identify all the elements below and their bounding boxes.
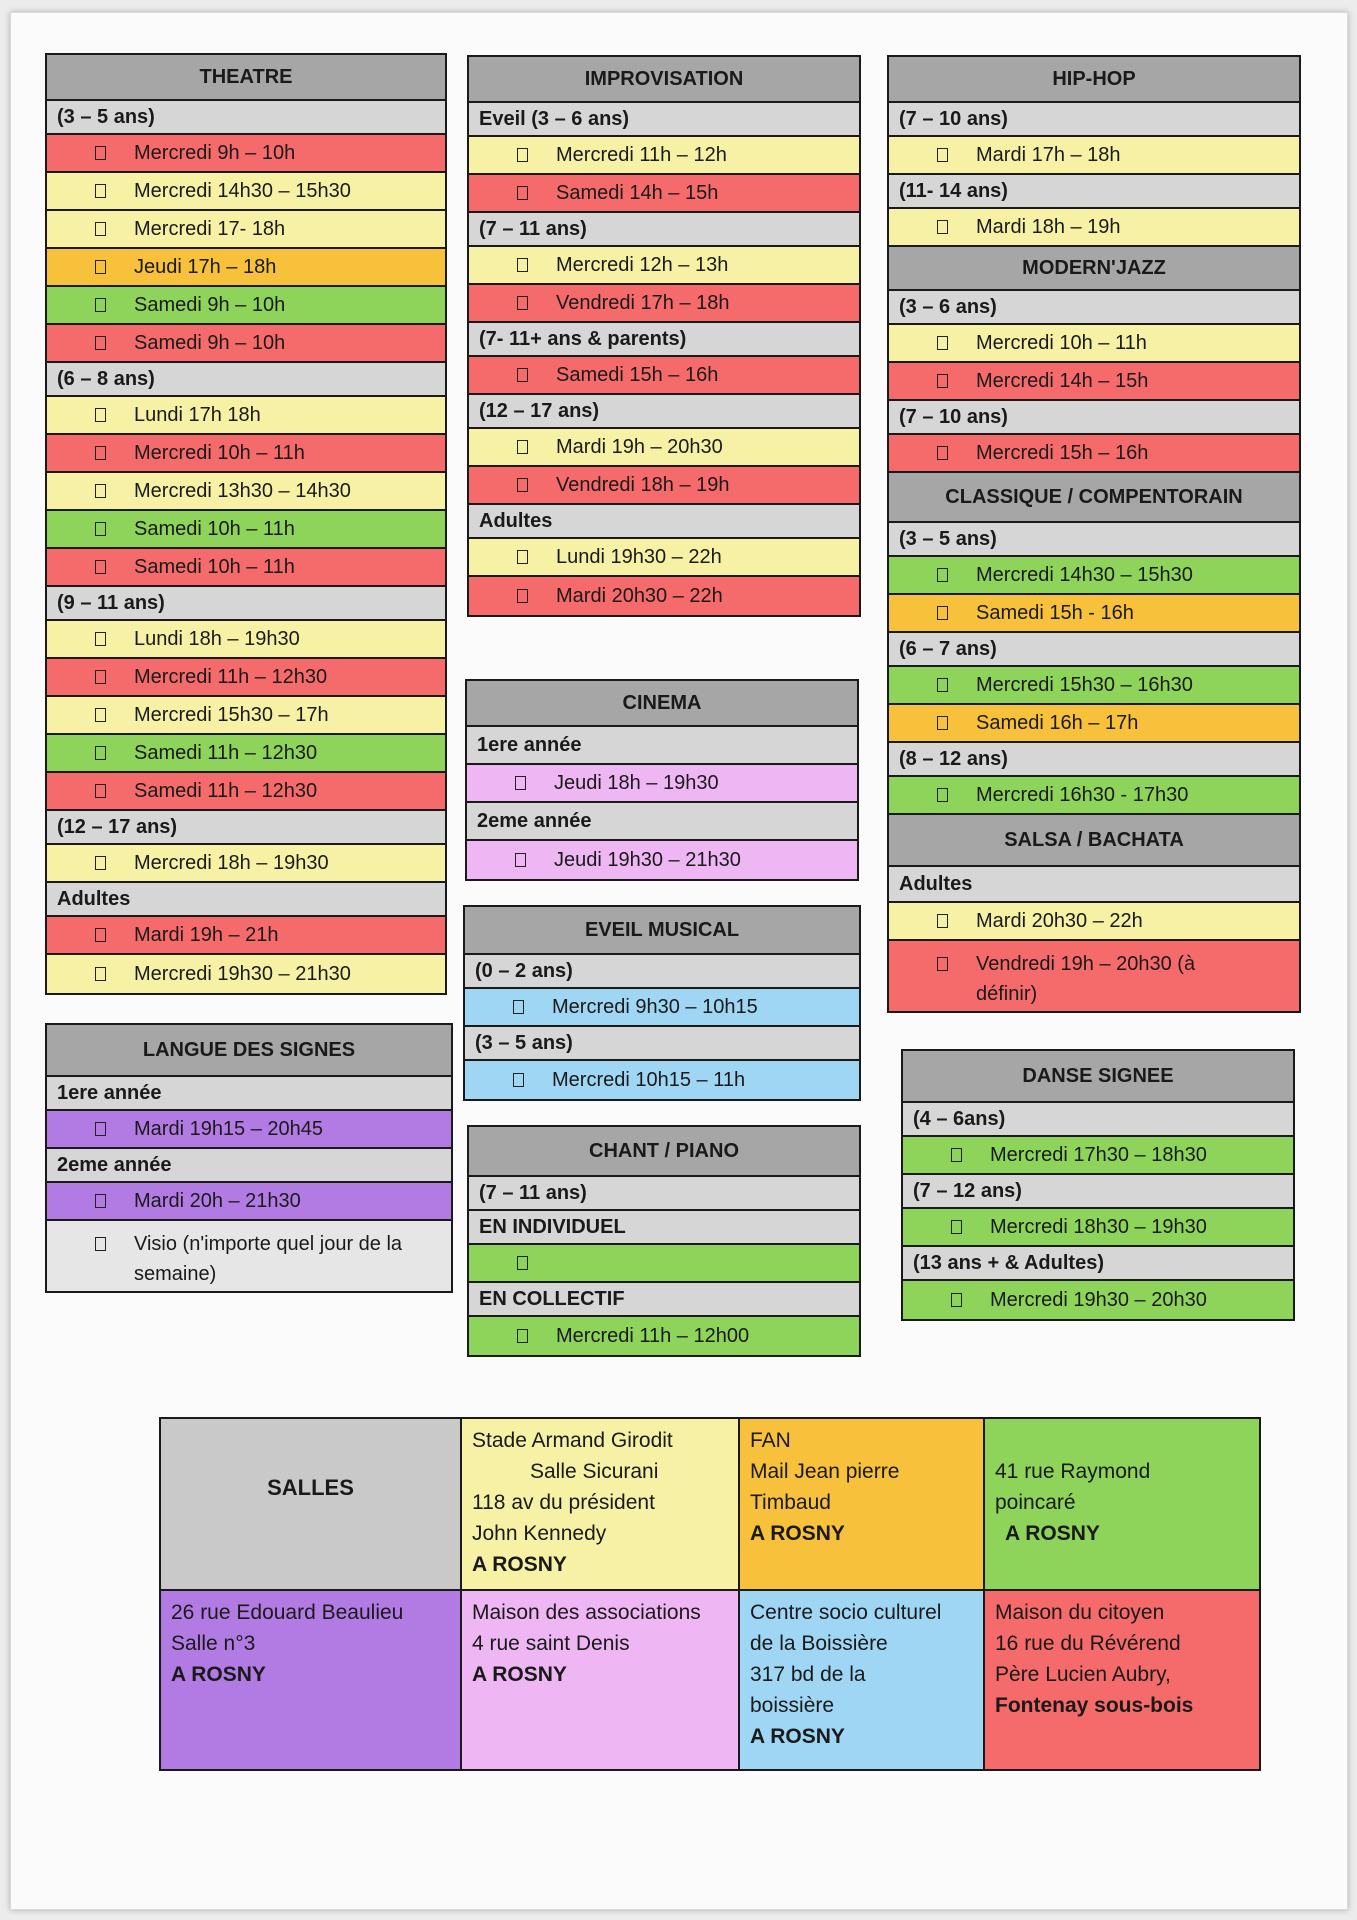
checkbox-icon <box>95 856 106 870</box>
time-slot: Lundi 18h – 19h30 <box>47 621 445 659</box>
time-slot: Samedi 10h – 11h <box>47 549 445 587</box>
time-slot: Mercredi 18h30 – 19h30 <box>903 1209 1293 1247</box>
time-slot: Mercredi 12h – 13h <box>469 247 859 285</box>
time-slot: Mercredi 10h – 11h <box>889 325 1299 363</box>
age-group: (7 – 12 ans) <box>903 1175 1293 1209</box>
age-group: EN COLLECTIF <box>469 1283 859 1317</box>
age-group: (7 – 10 ans) <box>889 103 1299 137</box>
age-group: (4 – 6ans) <box>903 1103 1293 1137</box>
checkbox-icon <box>517 478 528 492</box>
time-slot: Mercredi 17- 18h <box>47 211 445 249</box>
salle-yellow: Stade Armand Girodit Salle Sicurani 118 av du président John Kennedy A ROSNY <box>462 1419 740 1591</box>
salle-blue: Centre socio culturel de la Boissière 317 bd de la boissière A ROSNY <box>740 1591 985 1769</box>
time-slot: Vendredi 17h – 18h <box>469 285 859 323</box>
age-group: (12 – 17 ans) <box>469 395 859 429</box>
checkbox-icon <box>937 678 948 692</box>
section-title-modern-jazz: MODERN'JAZZ <box>889 247 1299 291</box>
time-slot: Samedi 15h - 16h <box>889 595 1299 633</box>
section-title: EVEIL MUSICAL <box>465 907 859 955</box>
checkbox-icon <box>937 788 948 802</box>
salles-title: SALLES <box>161 1419 462 1591</box>
time-slot: Mercredi 14h – 15h <box>889 363 1299 401</box>
age-group: (3 – 5 ans) <box>889 523 1299 557</box>
checkbox-icon <box>515 776 526 790</box>
section-langue-des-signes <box>45 1023 453 1293</box>
section-title: LANGUE DES SIGNES <box>47 1025 451 1077</box>
time-slot: Mardi 20h30 – 22h <box>469 577 859 615</box>
salle-pink: Maison des associations 4 rue saint Denis A ROSNY <box>462 1591 740 1769</box>
age-group: 2eme année <box>467 803 857 841</box>
time-slot: Mercredi 13h30 – 14h30 <box>47 473 445 511</box>
time-slot: Lundi 19h30 – 22h <box>469 539 859 577</box>
time-slot: Mercredi 11h – 12h00 <box>469 1317 859 1355</box>
section-theatre <box>45 53 447 995</box>
time-slot: Mercredi 11h – 12h30 <box>47 659 445 697</box>
time-slot: Samedi 15h – 16h <box>469 357 859 395</box>
checkbox-icon <box>517 296 528 310</box>
checkbox-icon <box>95 184 106 198</box>
age-group: (6 – 7 ans) <box>889 633 1299 667</box>
section-title: IMPROVISATION <box>469 57 859 103</box>
checkbox-icon <box>95 408 106 422</box>
time-slot: Mercredi 17h30 – 18h30 <box>903 1137 1293 1175</box>
age-group: Adultes <box>469 505 859 539</box>
age-group: (7- 11+ ans & parents) <box>469 323 859 357</box>
checkbox-icon <box>517 1329 528 1343</box>
time-slot: Samedi 16h – 17h <box>889 705 1299 743</box>
checkbox-icon <box>517 550 528 564</box>
age-group: (3 – 5 ans) <box>465 1027 859 1061</box>
time-slot: Vendredi 19h – 20h30 (à définir) <box>889 941 1299 1011</box>
checkbox-icon <box>937 148 948 162</box>
age-group: (8 – 12 ans) <box>889 743 1299 777</box>
salle-orange: FAN Mail Jean pierre Timbaud A ROSNY <box>740 1419 985 1591</box>
age-group: (12 – 17 ans) <box>47 811 445 845</box>
section-title: THEATRE <box>47 55 445 101</box>
checkbox-icon <box>95 146 106 160</box>
section-title: CINEMA <box>467 681 857 727</box>
time-slot: Mercredi 10h – 11h <box>47 435 445 473</box>
time-slot: Mercredi 15h30 – 17h <box>47 697 445 735</box>
checkbox-icon <box>951 1293 962 1307</box>
time-slot: Samedi 9h – 10h <box>47 287 445 325</box>
time-slot: Mercredi 11h – 12h <box>469 137 859 175</box>
section-title: HIP-HOP <box>889 57 1299 103</box>
time-slot: Mercredi 10h15 – 11h <box>465 1061 859 1099</box>
checkbox-icon <box>937 716 948 730</box>
time-slot: Mercredi 19h30 – 20h30 <box>903 1281 1293 1319</box>
time-slot: Mardi 19h – 20h30 <box>469 429 859 467</box>
checkbox-icon <box>937 336 948 350</box>
checkbox-icon <box>951 1148 962 1162</box>
time-slot: Mardi 20h30 – 22h <box>889 903 1299 941</box>
time-slot: Mardi 19h15 – 20h45 <box>47 1111 451 1149</box>
age-group: Adultes <box>889 867 1299 903</box>
age-group: (7 – 10 ans) <box>889 401 1299 435</box>
checkbox-icon <box>937 914 948 928</box>
age-group: (3 – 5 ans) <box>47 101 445 135</box>
time-slot: Mercredi 15h30 – 16h30 <box>889 667 1299 705</box>
checkbox-icon <box>517 1256 528 1270</box>
checkbox-icon <box>95 708 106 722</box>
age-group: Eveil (3 – 6 ans) <box>469 103 859 137</box>
age-group: (0 – 2 ans) <box>465 955 859 989</box>
time-slot: Samedi 10h – 11h <box>47 511 445 549</box>
checkbox-icon <box>937 957 948 971</box>
checkbox-icon <box>95 484 106 498</box>
checkbox-icon <box>95 632 106 646</box>
checkbox-icon <box>95 1237 106 1251</box>
checkbox-icon <box>515 853 526 867</box>
time-slot: Vendredi 18h – 19h <box>469 467 859 505</box>
checkbox-icon <box>95 967 106 981</box>
time-slot: Samedi 9h – 10h <box>47 325 445 363</box>
checkbox-icon <box>95 560 106 574</box>
time-slot: Mercredi 14h30 – 15h30 <box>47 173 445 211</box>
section-title-classique: CLASSIQUE / COMPENTORAIN <box>889 473 1299 523</box>
time-slot: Lundi 17h 18h <box>47 397 445 435</box>
time-slot: Mercredi 19h30 – 21h30 <box>47 955 445 993</box>
checkbox-icon <box>517 186 528 200</box>
checkbox-icon <box>517 589 528 603</box>
time-slot: Mardi 19h – 21h <box>47 917 445 955</box>
time-slot <box>469 1245 859 1283</box>
time-slot: Jeudi 17h – 18h <box>47 249 445 287</box>
age-group: (9 – 11 ans) <box>47 587 445 621</box>
checkbox-icon <box>513 1000 524 1014</box>
section-chant-piano <box>467 1125 861 1357</box>
checkbox-icon <box>517 368 528 382</box>
time-slot: Mercredi 15h – 16h <box>889 435 1299 473</box>
checkbox-icon <box>95 784 106 798</box>
checkbox-icon <box>517 440 528 454</box>
section-title-salsa: SALSA / BACHATA <box>889 815 1299 867</box>
schedule-page <box>10 12 1348 1910</box>
time-slot: Samedi 14h – 15h <box>469 175 859 213</box>
checkbox-icon <box>95 1122 106 1136</box>
age-group: (13 ans + & Adultes) <box>903 1247 1293 1281</box>
checkbox-icon <box>95 522 106 536</box>
checkbox-icon <box>937 220 948 234</box>
checkbox-icon <box>937 606 948 620</box>
checkbox-icon <box>95 446 106 460</box>
age-group: Adultes <box>47 883 445 917</box>
time-slot: Jeudi 19h30 – 21h30 <box>467 841 857 879</box>
salle-green: 41 rue Raymond poincaré A ROSNY <box>985 1419 1259 1591</box>
time-slot: Jeudi 18h – 19h30 <box>467 765 857 803</box>
checkbox-icon <box>95 670 106 684</box>
age-group: (7 – 11 ans) <box>469 1177 859 1211</box>
checkbox-icon <box>937 374 948 388</box>
time-slot: Mercredi 18h – 19h30 <box>47 845 445 883</box>
age-group: (3 – 6 ans) <box>889 291 1299 325</box>
checkbox-icon <box>517 148 528 162</box>
checkbox-icon <box>937 446 948 460</box>
checkbox-icon <box>95 222 106 236</box>
time-slot: Mercredi 16h30 - 17h30 <box>889 777 1299 815</box>
age-group: 2eme année <box>47 1149 451 1183</box>
checkbox-icon <box>517 258 528 272</box>
time-slot: Mardi 17h – 18h <box>889 137 1299 175</box>
time-slot: Mercredi 9h30 – 10h15 <box>465 989 859 1027</box>
age-group: 1ere année <box>467 727 857 765</box>
section-title: CHANT / PIANO <box>469 1127 859 1177</box>
section-title: DANSE SIGNEE <box>903 1051 1293 1103</box>
time-slot: Mardi 20h – 21h30 <box>47 1183 451 1221</box>
checkbox-icon <box>95 336 106 350</box>
section-improvisation <box>467 55 861 617</box>
age-group: EN INDIVIDUEL <box>469 1211 859 1245</box>
section-eveil-musical <box>463 905 861 1101</box>
time-slot: Samedi 11h – 12h30 <box>47 773 445 811</box>
section-hip-hop-block <box>887 55 1301 1013</box>
age-group: (6 – 8 ans) <box>47 363 445 397</box>
time-slot: Mercredi 9h – 10h <box>47 135 445 173</box>
time-slot: Mercredi 14h30 – 15h30 <box>889 557 1299 595</box>
checkbox-icon <box>937 568 948 582</box>
salle-red: Maison du citoyen 16 rue du Révérend Père Lucien Aubry, Fontenay sous-bois <box>985 1591 1259 1769</box>
checkbox-icon <box>95 928 106 942</box>
checkbox-icon <box>95 298 106 312</box>
age-group: (11- 14 ans) <box>889 175 1299 209</box>
checkbox-icon <box>951 1220 962 1234</box>
section-cinema <box>465 679 859 881</box>
salles-table <box>159 1417 1261 1771</box>
checkbox-icon <box>95 746 106 760</box>
age-group: (7 – 11 ans) <box>469 213 859 247</box>
time-slot: Visio (n'importe quel jour de la semaine) <box>47 1221 451 1291</box>
section-danse-signee <box>901 1049 1295 1321</box>
checkbox-icon <box>513 1073 524 1087</box>
salle-purple: 26 rue Edouard Beaulieu Salle n°3 A ROSNY <box>161 1591 462 1769</box>
checkbox-icon <box>95 260 106 274</box>
age-group: 1ere année <box>47 1077 451 1111</box>
time-slot: Mardi 18h – 19h <box>889 209 1299 247</box>
checkbox-icon <box>95 1194 106 1208</box>
time-slot: Samedi 11h – 12h30 <box>47 735 445 773</box>
